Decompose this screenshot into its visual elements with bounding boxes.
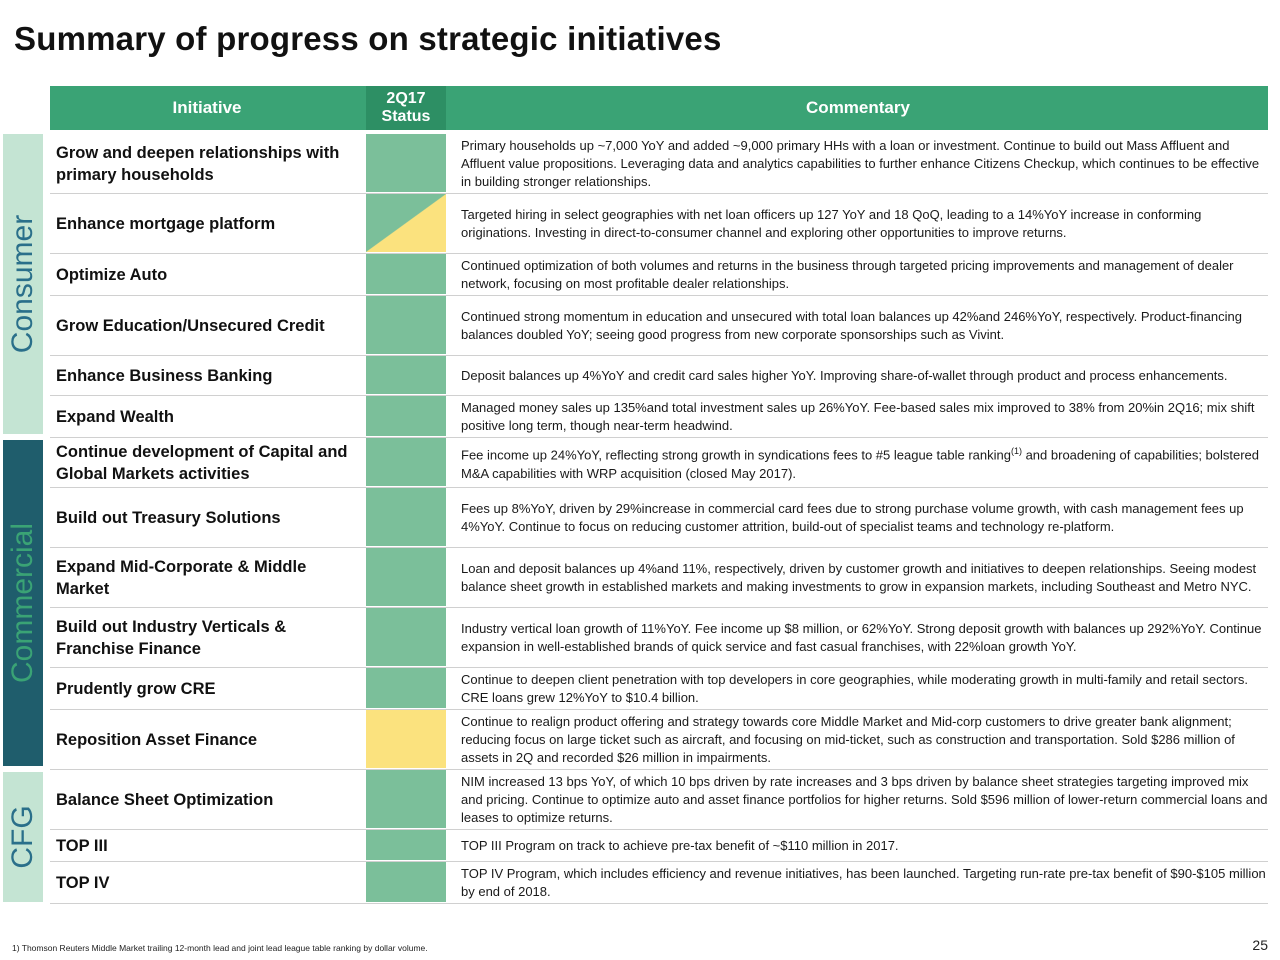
commentary-text: Primary households up ~7,000 YoY and added ~9,000 primary HHs with a loan or investment. Continue to build out Mass Affluent and Affluent value propositions. Leveraging data and analytics capabilities to further enhance Citizens Checkup, which continues to be effective in building stronger relationships. [461, 137, 1260, 189]
table-row [50, 668, 1268, 710]
initiative-name: Continue development of Capital and Global Markets activities [56, 442, 348, 483]
status-indicator [366, 438, 446, 486]
commentary-text: NIM increased 13 bps YoY, of which 10 bps driven by rate increases and 3 bps driven by balance sheet strategies targeting improved mix and pricing. Continue to optimize auto and asset finance portfolios for higher returns. Sold $596 million of lower-return commercial loans and leases to optimize returns. [461, 773, 1268, 825]
commentary-text-part: Fee income up 24%YoY, reflecting strong growth in syndications fees to #5 league table ranking [461, 447, 1011, 463]
page-title: Summary of progress on strategic initiatives [14, 20, 722, 57]
table-row [50, 608, 1268, 668]
initiative-name: Expand Mid-Corporate & Middle Market [56, 557, 307, 598]
footnote-reference: (1) [1010, 446, 1022, 457]
table-row [50, 770, 1268, 830]
status-indicator [366, 548, 446, 606]
commentary [461, 296, 1268, 355]
initiative-name: TOP III [56, 836, 108, 855]
commentary [461, 770, 1268, 829]
status-indicator [366, 862, 446, 902]
initiative-name: Grow Education/Unsecured Credit [56, 316, 325, 335]
commentary [461, 356, 1268, 395]
header-commentary: Commentary [806, 98, 910, 117]
initiative-name: Enhance Business Banking [56, 366, 273, 385]
commentary-text: Industry vertical loan growth of 11%YoY. Fee income up $8 million, or 62%YoY. Strong deposit growth with balances up 292%YoY. Continue expansion in well-established brands of quick service and fast casual franchises, with 22%loan growth YoY. [461, 620, 1262, 654]
initiative-name: Build out Industry Verticals & Franchise Finance [56, 617, 287, 658]
commentary-text: Continued optimization of both volumes and returns in the business through targeted pricing improvements and management of dealer network, focusing on most profitable dealer relationships. [461, 257, 1234, 291]
initiative-name: Balance Sheet Optimization [56, 790, 274, 809]
segment-consumer-label: Consumer [6, 214, 39, 354]
initiative-name: Grow and deepen relationships with primary households [56, 143, 340, 184]
status-indicator [366, 668, 446, 708]
segment-consumer-band [3, 134, 43, 434]
commentary [461, 830, 1268, 861]
header-status-line2: Status [381, 108, 431, 125]
commentary-text: Managed money sales up 135%and total investment sales up 26%YoY. Fee-based sales mix improved to 38% from 20%in 2Q16; mix shift positive long term, though near-term headwind. [461, 399, 1255, 433]
table-row [50, 134, 1268, 194]
table-row [50, 488, 1268, 548]
table-row [50, 548, 1268, 608]
commentary [461, 710, 1268, 769]
table-row [50, 356, 1268, 396]
status-indicator [366, 134, 446, 192]
initiative-name: Optimize Auto [56, 265, 168, 284]
commentary-text: Fees up 8%YoY, driven by 29%increase in commercial card fees due to strong purchase volume growth, with cash management fees up 4%YoY. Continue to focus on reducing customer attrition, build-out of specialist teams and technology re-platform. [461, 500, 1244, 534]
table-row [50, 830, 1268, 862]
commentary [461, 668, 1268, 709]
initiative-name: Prudently grow CRE [56, 679, 216, 698]
status-indicator [366, 296, 446, 354]
page-number: 25 [1252, 937, 1268, 953]
table-row [50, 296, 1268, 356]
status-indicator [366, 710, 446, 768]
segment-cfg-band [3, 772, 43, 902]
status-indicator [366, 254, 446, 294]
initiative-name: Build out Treasury Solutions [56, 508, 281, 527]
status-indicator [366, 608, 446, 666]
commentary-text: Loan and deposit balances up 4%and 11%, respectively, driven by customer growth and initiatives to deepen relationships. Seeing modest balance sheet growth in established markets and making investments to grow in expansion markets, including Southeast and Metro NYC. [461, 560, 1257, 594]
commentary-text-part: and broadening of capabilities; bolstered M&A capabilities with WRP acquisition (closed May 2017). [461, 447, 1260, 481]
segment-commercial-band [3, 440, 43, 766]
initiative-name: Reposition Asset Finance [56, 730, 258, 749]
segment-commercial-label: Commercial [6, 522, 39, 684]
initiative-name: Expand Wealth [56, 407, 174, 426]
table-row [50, 194, 1268, 254]
commentary [461, 548, 1268, 607]
table-row [50, 438, 1268, 488]
commentary [461, 862, 1268, 903]
commentary-text: TOP IV Program, which includes efficiency and revenue initiatives, has been launched. Targeting run-rate pre-tax benefit of $90-$105 million by end of 2018. [461, 865, 1266, 899]
header-status-line1: 2Q17 [386, 90, 426, 107]
segment-cfg-label: CFG [6, 805, 39, 869]
initiative-name: TOP IV [56, 873, 110, 892]
status-indicator [366, 770, 446, 828]
status-indicator [366, 194, 446, 252]
initiative-name: Enhance mortgage platform [56, 214, 276, 233]
commentary-text: Targeted hiring in select geographies with net loan officers up 127 YoY and 18 QoQ, leading to a 14%YoY increase in conforming originations. Investing in direct-to-consumer channel and exploring other opportunities to improve returns. [461, 206, 1202, 240]
status-indicator [366, 396, 446, 436]
status-indicator [366, 830, 446, 860]
commentary-text: TOP III Program on track to achieve pre-tax benefit of ~$110 million in 2017. [461, 837, 899, 853]
header-status [366, 86, 446, 130]
status-indicator [366, 488, 446, 546]
footnote: 1) Thomson Reuters Middle Market trailing 12-month lead and joint lead league table ranking by dollar volume. [12, 943, 428, 953]
table-row [50, 254, 1268, 296]
commentary [461, 488, 1268, 547]
commentary [461, 396, 1268, 437]
commentary-text: Continue to realign product offering and strategy towards core Middle Market and Mid-corp customers to drive greater bank alignment; reducing focus on large ticket such as aircraft, and focusing on mid-ticket, such as construction and transportation. Sold $286 million of assets in 2Q and recorded $26 million in impairments. [461, 713, 1235, 765]
status-indicator [366, 356, 446, 394]
commentary [461, 438, 1268, 487]
table-header [50, 86, 1268, 130]
commentary [461, 194, 1268, 253]
table-row [50, 396, 1268, 438]
table-row [50, 710, 1268, 770]
commentary-text: Continued strong momentum in education and unsecured with total loan balances up 42%and 246%YoY, respectively. Product-financing balances doubled YoY; seeing good progress from new corporate sponsorships such as Vivint. [461, 308, 1242, 342]
table-row [50, 862, 1268, 904]
commentary [461, 254, 1268, 295]
commentary-text [461, 442, 1268, 482]
commentary [461, 134, 1268, 193]
commentary-text: Continue to deepen client penetration with top developers in core geographies, while moderating growth in multi-family and retail sectors. CRE loans grew 12%YoY to $10.4 billion. [461, 671, 1248, 705]
commentary-text: Deposit balances up 4%YoY and credit card sales higher YoY. Improving share-of-wallet through product and process enhancements. [461, 367, 1228, 383]
header-initiative: Initiative [172, 98, 242, 117]
commentary [461, 608, 1268, 667]
